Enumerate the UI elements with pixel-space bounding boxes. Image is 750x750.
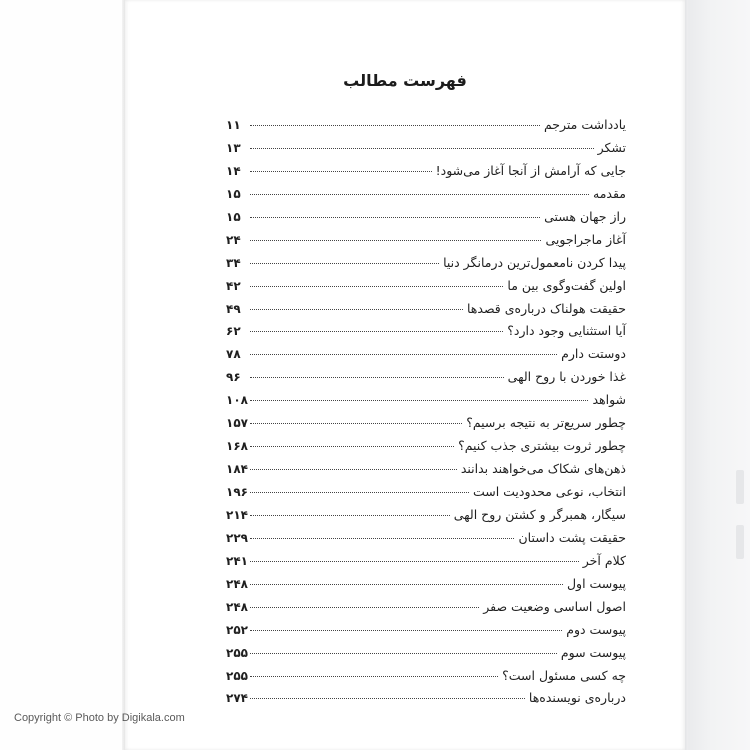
copyright-watermark: Copyright © Photo by Digikala.com — [14, 712, 185, 724]
toc-entry-page-number: ۲۴۸ — [226, 576, 248, 591]
toc-entry-page-number: ۲۴۸ — [226, 599, 248, 614]
table-of-contents — [226, 117, 626, 713]
toc-entry-title: سیگار، همبرگر و کشتن روح الهی — [453, 506, 626, 522]
toc-entry — [226, 461, 626, 484]
toc-entry-page-number: ۱۱ — [226, 118, 241, 132]
toc-entry — [226, 163, 626, 186]
dot-leader — [250, 286, 503, 287]
dot-leader — [250, 538, 514, 539]
dot-leader — [250, 309, 463, 310]
toc-entry — [226, 484, 626, 507]
toc-entry-page-number: ۱۰۸ — [226, 393, 248, 408]
dot-leader — [250, 240, 541, 241]
dot-leader — [250, 171, 432, 172]
toc-entry-title: چه کسی مسئول است؟ — [502, 667, 626, 683]
toc-entry — [226, 438, 626, 461]
dot-leader — [250, 125, 540, 126]
toc-entry — [226, 415, 626, 438]
toc-entry-page-number: ۱۸۴ — [226, 462, 248, 477]
toc-entry-page-number: ۷۸ — [226, 347, 241, 362]
toc-entry — [226, 507, 626, 530]
toc-entry-page-number: ۱۳ — [226, 140, 241, 155]
toc-entry-title: ذهن‌های شکاک می‌خواهند بدانند — [460, 461, 626, 477]
toc-entry-title: یادداشت مترجم — [543, 117, 626, 132]
dot-leader — [250, 515, 450, 516]
dot-leader — [250, 561, 579, 562]
dot-leader — [250, 607, 479, 608]
toc-entry-page-number: ۲۴ — [226, 232, 241, 247]
toc-entry-page-number: ۳۴ — [226, 255, 241, 270]
dot-leader — [250, 263, 439, 264]
next-page-edge — [686, 0, 750, 750]
dot-leader — [250, 194, 589, 195]
toc-entry-page-number: ۹۶ — [226, 370, 241, 385]
dot-leader — [250, 584, 563, 585]
dot-leader — [250, 331, 503, 332]
toc-entry-page-number: ۱۹۶ — [226, 485, 248, 499]
toc-entry — [226, 599, 626, 622]
toc-entry — [226, 530, 626, 553]
toc-entry-title: راز جهان هستی — [544, 208, 626, 224]
toc-entry-title: دوستت دارم — [561, 346, 626, 362]
dot-leader — [250, 630, 562, 631]
toc-entry-title: مقدمه — [593, 185, 626, 201]
toc-entry-title: چطور سریع‌تر به نتیجه برسیم؟ — [466, 415, 626, 431]
toc-entry-title: حقیقت پشت داستان — [518, 529, 626, 545]
toc-entry-title: آیا استثنایی وجود دارد؟ — [507, 323, 626, 339]
toc-entry-title: آغاز ماجراجویی — [545, 231, 626, 247]
toc-entry-page-number: ۱۵ — [226, 209, 241, 224]
dot-leader — [250, 148, 594, 149]
toc-entry-title: اولین گفت‌وگوی بین ما — [507, 277, 626, 293]
dot-leader — [250, 423, 462, 424]
toc-entry-page-number: ۲۱۴ — [226, 507, 248, 522]
toc-entry-page-number: ۱۵۷ — [226, 416, 248, 431]
toc-entry-title: حقیقت هولناک درباره‌ی قصدها — [466, 300, 626, 316]
toc-entry-page-number: ۶۲ — [226, 324, 241, 339]
toc-entry — [226, 278, 626, 301]
toc-entry-title: پیدا کردن نامعمول‌ترین درمانگر دنیا — [443, 254, 626, 270]
dot-leader — [250, 698, 525, 699]
dot-leader — [250, 676, 498, 677]
toc-entry — [226, 186, 626, 209]
toc-entry-title: پیوست سوم — [560, 644, 626, 660]
toc-entry-page-number: ۱۶۸ — [226, 439, 248, 454]
toc-entry-page-number: ۲۴۱ — [226, 553, 248, 568]
toc-entry-title: اصول اساسی وضعیت صفر — [483, 598, 626, 614]
toc-entry-page-number: ۴۲ — [226, 278, 241, 293]
toc-entry — [226, 232, 626, 255]
next-page-show-through — [736, 470, 744, 504]
book-page — [125, 0, 685, 750]
toc-entry — [226, 622, 626, 645]
toc-entry-page-number: ۱۴ — [226, 163, 241, 178]
toc-entry-title: پیوست اول — [566, 575, 626, 591]
dot-leader — [250, 469, 457, 470]
toc-entry — [226, 301, 626, 324]
toc-entry — [226, 668, 626, 691]
dot-leader — [250, 653, 557, 654]
toc-entry-page-number: ۲۲۹ — [226, 530, 248, 545]
toc-entry — [226, 346, 626, 369]
toc-entry-title: تشکر — [597, 139, 626, 155]
toc-entry — [226, 255, 626, 278]
toc-entry-title: درباره‌ی نویسنده‌ها — [528, 690, 626, 706]
toc-entry — [226, 209, 626, 232]
toc-entry — [226, 323, 626, 346]
toc-entry — [226, 576, 626, 599]
toc-entry-page-number: ۱۵ — [226, 186, 241, 201]
dot-leader — [250, 217, 540, 218]
toc-entry-title: انتخاب، نوعی محدودیت است — [472, 484, 626, 499]
dot-leader — [250, 492, 469, 493]
toc-entry-page-number: ۲۵۲ — [226, 622, 248, 637]
toc-entry-title: چطور ثروت بیشتری جذب کنیم؟ — [458, 438, 626, 454]
toc-entry — [226, 392, 626, 415]
toc-entry — [226, 553, 626, 576]
dot-leader — [250, 354, 557, 355]
page-title: فهرست مطالب — [343, 71, 467, 90]
dot-leader — [250, 446, 454, 447]
toc-entry-title: غذا خوردن با روح الهی — [507, 369, 626, 385]
toc-entry — [226, 117, 626, 140]
toc-entry — [226, 690, 626, 713]
toc-entry — [226, 140, 626, 163]
toc-entry — [226, 369, 626, 392]
toc-entry-page-number: ۲۵۵ — [226, 668, 248, 683]
toc-entry-title: شواهد — [592, 392, 626, 408]
toc-entry-page-number: ۲۷۴ — [226, 691, 248, 706]
toc-entry-page-number: ۲۵۵ — [226, 645, 248, 660]
next-page-show-through — [736, 525, 744, 559]
toc-entry-title: کلام آخر — [582, 552, 626, 568]
toc-entry — [226, 645, 626, 668]
toc-entry-page-number: ۴۹ — [226, 301, 241, 316]
toc-entry-title: جایی که آرامش از آنجا آغاز می‌شود! — [435, 162, 626, 178]
toc-entry-title: پیوست دوم — [566, 621, 626, 637]
dot-leader — [250, 400, 588, 401]
dot-leader — [250, 377, 504, 378]
